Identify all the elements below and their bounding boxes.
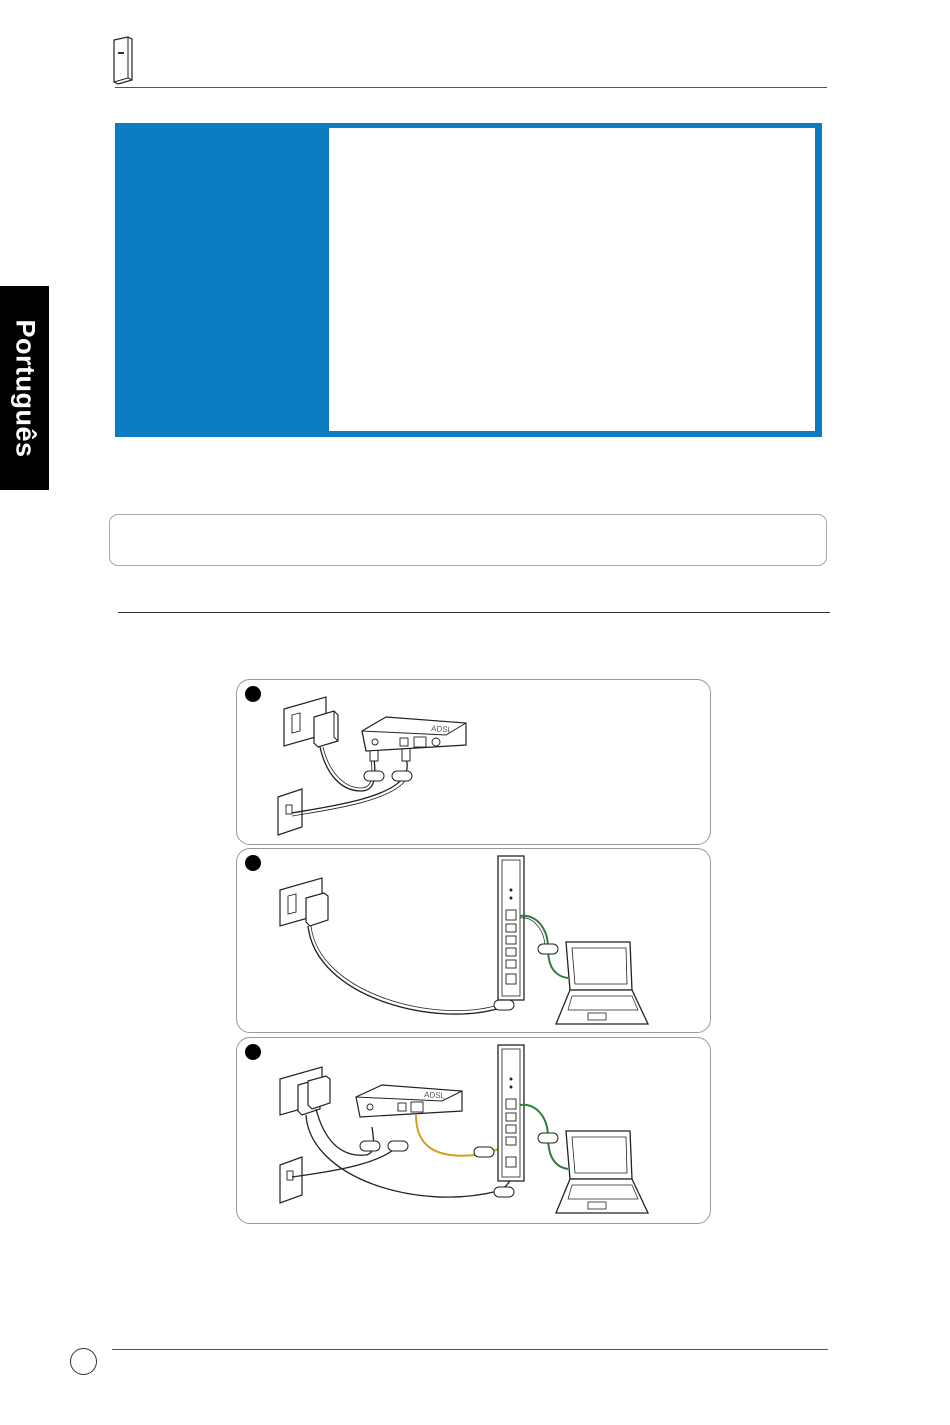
section-rule (118, 612, 830, 613)
wireless-router-icon (498, 1045, 524, 1181)
laptop-icon (556, 942, 648, 1024)
adsl-modem-icon (362, 717, 466, 751)
router-laptop-diagram (236, 848, 711, 1033)
wireless-router-icon (498, 856, 524, 1000)
language-label: Português (10, 318, 41, 458)
modem-wiring-diagram (236, 679, 711, 845)
note-box (109, 514, 827, 566)
language-side-tab (0, 286, 49, 490)
router-logo-icon (110, 36, 136, 91)
power-adapter-icon (306, 893, 328, 926)
footer-rule (112, 1349, 828, 1350)
adsl-modem-icon (356, 1085, 462, 1117)
page-number-circle (70, 1348, 97, 1375)
power-adapter-icon (314, 711, 338, 747)
laptop-icon (556, 1131, 648, 1213)
modem-brand-label: ADSL (430, 724, 453, 735)
modem-brand-label: ADSL (423, 1090, 446, 1101)
full-network-diagram (236, 1037, 711, 1224)
header-rule (115, 87, 827, 88)
highlight-box-content (329, 128, 815, 431)
phone-wall-jack-icon (280, 1157, 302, 1203)
